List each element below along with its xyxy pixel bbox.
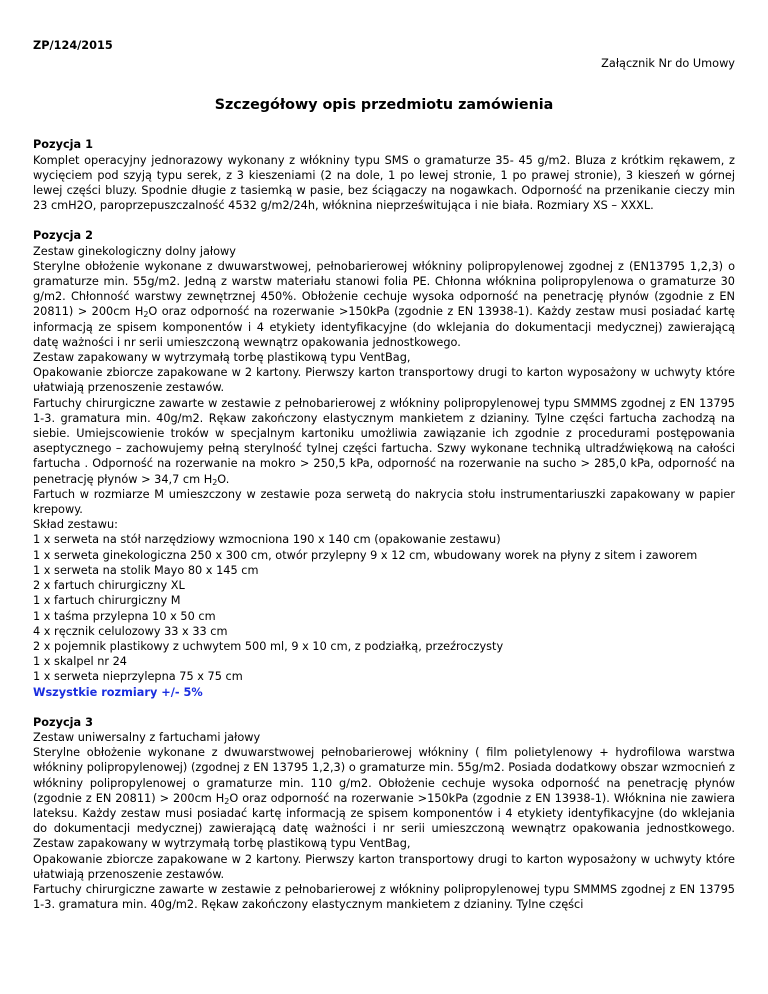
size-tolerance-note: Wszystkie rozmiary +/- 5% (33, 685, 203, 699)
item-3-section (33, 715, 735, 913)
composition-label: Skład zestawu: (33, 518, 118, 532)
reference-number: ZP/124/2015 (33, 39, 113, 52)
item-paragraph: Zestaw zapakowany w wytrzymałą torbę plastikową typu VentBag, (33, 351, 411, 365)
item-2-section (33, 228, 735, 699)
list-item: 1 x serweta ginekologiczna 250 x 300 cm, otwór przylepny 9 x 12 cm, wbudowany worek na płyny z sitem i zaworem (33, 548, 698, 562)
item-name: Zestaw uniwersalny z fartuchami jałowy (33, 730, 261, 744)
item-paragraph: Sterylne obłożenie wykonane z dwuwarstwowej pełnobarierowej włókniny ( film polietylenowy + hydrofilowa warstwa włókniny polipropylenowej) (zgodnej z EN 13795 1,2,3) o gramaturze min. 55g/m2. Posiada dodatkowy obszar wzmocnień z włókniny polipropylenowej o gramaturze min. 110 g/m2. Obłożenie cechuje wysoka odporność na penetrację płynów (zgodnie z EN 20811) > 200cm $H_2O$ oraz odporność na rozerwanie >150kPa (zgodnie z EN 13938-1). Włóknina nie zawiera lateksu. Każdy zestaw musi posiadać kartę informacją ze spisem komponentów i 4 etykiety identyfikacyjne (do wklejania do dokumentacji medycznej) zawierającą datę ważności i nr serii umieszczoną wewnątrz opakowania jednostkowego. Zestaw zapakowany w wytrzymałą torbę plastikową typu VentBag, (33, 746, 735, 851)
item-paragraph: Fartuch w rozmiarze M umieszczony w zestawie poza serwetą do nakrycia stołu instrumentariuszki zapakowany w papier krepowy. (33, 487, 735, 517)
list-item: 4 x ręcznik celulozowy 33 x 33 cm (33, 624, 228, 638)
page-title: Szczegółowy opis przedmiotu zamówienia (214, 97, 554, 114)
list-item: 1 x skalpel nr 24 (33, 655, 127, 669)
item-1-section (33, 137, 735, 213)
list-item: 1 x fartuch chirurgiczny M (33, 594, 181, 608)
item-heading: Pozycja 1 (33, 138, 93, 152)
list-item: 1 x serweta nieprzylepna 75 x 75 cm (33, 670, 243, 684)
item-heading: Pozycja 2 (33, 229, 93, 243)
list-item: 2 x pojemnik plastikowy z uchwytem 500 ml, 9 x 10 cm, z podziałką, przeźroczysty (33, 639, 504, 653)
item-paragraph: Sterylne obłożenie wykonane z dwuwarstwowej, pełnobarierowej włókniny polipropylenowej zgodnej z (EN13795 1,2,3) o gramaturze min. 55g/m2. Jedną z warstw materiału stanowi folia PE. Chłonna włóknina polipropylenowa o gramaturze 30 g/m2. Chłonność warstwy zewnętrznej 450%. Obłożenie cechuje wysoka odporność na penetrację płynów (zgodnie z EN 20811) > 200cm $H_2O$ oraz odporność na rozerwanie >150kPa (zgodnie z EN 13938-1). Każdy zestaw musi posiadać kartę informacją ze spisem komponentów i 4 etykiety identyfikacyjne (do wklejania do dokumentacji medycznej) zawierającą datę ważności i nr serii umieszczoną wewnątrz opakowania jednostkowego. (33, 259, 735, 349)
item-description: Komplet operacyjny jednorazowy wykonany z włókniny typu SMS o gramaturze 35- 45 g/m2. Bluza z krótkim rękawem, z wycięciem pod szyją typu serek, z 3 kieszeniami (2 na dole, 1 po lewej stronie, 1 po prawej stronie), 3 kieszeń w górnej lewej części bluzy. Spodnie długie z tasiemką w pasie, bez ściągaczy na nogawkach. Odporność na przenikanie cieczy min 23 cmH2O, paroprzepuszczalność 4532 g/m2/24h, włóknina nieprześwitująca i nie biała. Rozmiary XS – XXXL. (33, 153, 735, 213)
item-paragraph: Opakowanie zbiorcze zapakowane w 2 kartony. Pierwszy karton transportowy drugi to karton wyposażony w uchwyty które ułatwiają przenoszenie zestawów. (33, 852, 735, 881)
item-heading: Pozycja 3 (33, 715, 93, 729)
list-item: 1 x taśma przylepna 10 x 50 cm (33, 609, 216, 623)
list-item: 2 x fartuch chirurgiczny XL (33, 579, 185, 593)
list-item: 1 x serweta na stół narzędziowy wzmocniona 190 x 140 cm (opakowanie zestawu) (33, 533, 501, 547)
item-paragraph: Fartuchy chirurgiczne zawarte w zestawie z pełnobarierowej z włókniny polipropylenowej typu SMMMS zgodnej z EN 13795 1-3. gramatura min. 40g/m2. Rękaw zakończony elastycznym mankietem z dzianiny. Tylne części fartucha zachodzą na siebie. Umiejscowienie troków w specjalnym kartoniku umożliwia zawiązanie ich zgodnie z procedurami postępowania aseptycznego – zachowujemy pełną sterylność tylnej części fartucha. Szwy wykonane techniką ultradźwiękową na całości fartucha . Odporność na rozerwanie na mokro > 250,5 kPa, odporność na rozerwanie na sucho > 285,0 kPa, odporność na penetrację płynów > 34,7 cm $H_2O$. (33, 396, 735, 487)
item-paragraph: Fartuchy chirurgiczne zawarte w zestawie z pełnobarierowej z włókniny polipropylenowej typu SMMMS zgodnej z EN 13795 1-3. gramatura min. 40g/m2. Rękaw zakończony elastycznym mankietem z dzianiny. Tylne części (33, 882, 735, 912)
item-paragraph: Opakowanie zbiorcze zapakowane w 2 kartony. Pierwszy karton transportowy drugi to karton wyposażony w uchwyty które ułatwiają przenoszenie zestawów. (33, 366, 735, 395)
list-item: 1 x serweta na stolik Mayo 80 x 145 cm (33, 563, 259, 577)
item-name: Zestaw ginekologiczny dolny jałowy (33, 244, 236, 258)
annex-label: Załącznik Nr do Umowy (601, 57, 735, 71)
component-list (33, 532, 735, 684)
